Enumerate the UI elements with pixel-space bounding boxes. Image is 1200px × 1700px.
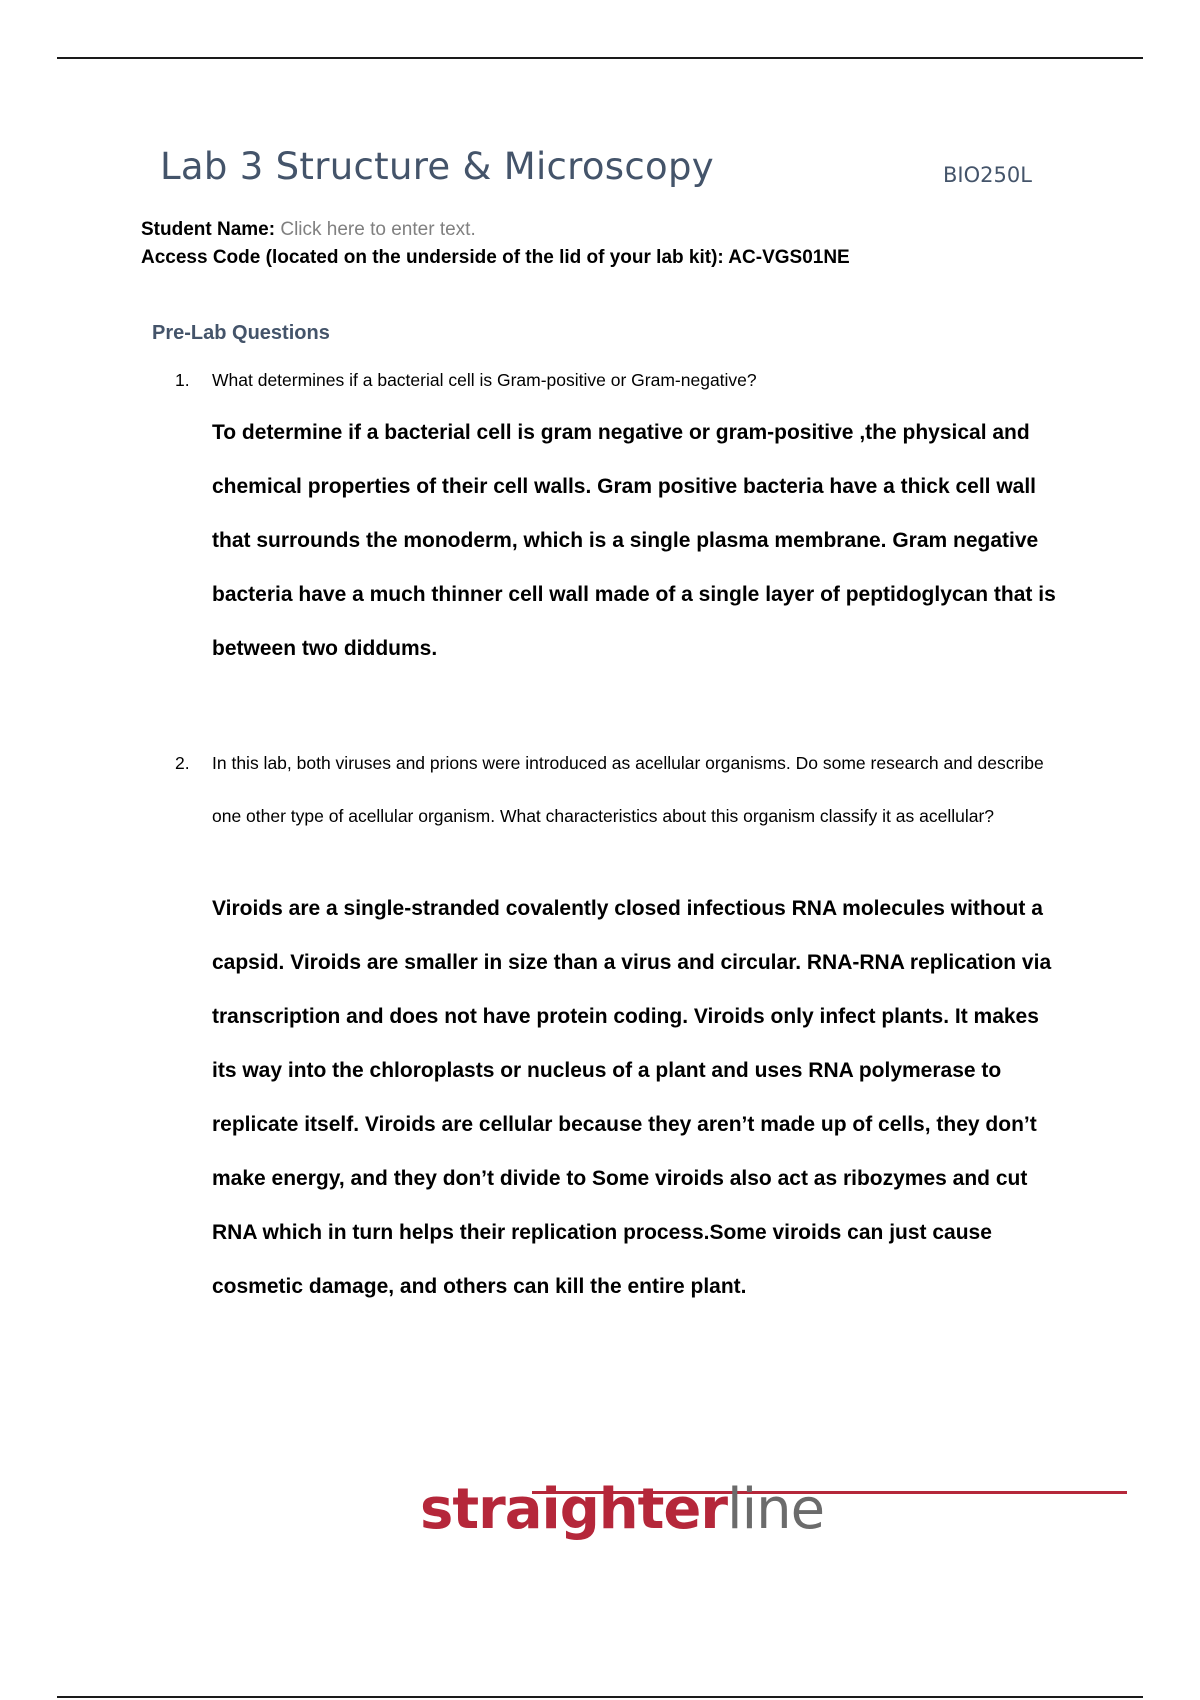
logo-wordmark [420, 1475, 824, 1545]
question-1 [175, 368, 1055, 392]
section-heading: Pre-Lab Questions [152, 322, 330, 344]
document-title: Lab 3 Structure & Microscopy [160, 145, 714, 188]
student-name-label: Student Name: [141, 219, 276, 240]
course-code: BIO250L [943, 163, 1032, 187]
student-name-row [141, 219, 476, 241]
student-name-field[interactable]: Click here to enter text. [280, 219, 476, 240]
answer-2[interactable]: Viroids are a single-stranded covalently closed infectious RNA molecules without a capsid. Viroids are smaller in size than a virus and circular. RNA-RNA replication via transcription and does not have protein coding. Viroids only infect plants. It makes its way into the chloroplasts or nucleus of a plant and uses RNA polymerase to replicate itself. Viroids are cellular because they aren’t made up of cells, they don’t make energy, and they don’t divide to Some viroids also act as ribozymes and cut RNA which in turn helps their replication process.Some viroids can just cause cosmetic damage, and others can kill the entire plant. [212, 897, 1052, 1298]
question-text: What determines if a bacterial cell is Gram-positive or Gram-negative? [212, 370, 757, 390]
answer-1[interactable]: To determine if a bacterial cell is gram negative or gram-positive ,the physical and chemical properties of their cell walls. Gram positive bacteria have a thick cell wall that surrounds the monoderm, which is a single plasma membrane. Gram negative bacteria have a much thinner cell wall made of a single layer of peptidoglycan that is between two diddums. [212, 421, 1056, 660]
question-number: 1. [175, 370, 190, 390]
straighterline-logo [420, 1475, 825, 1545]
bottom-rule [57, 1696, 1143, 1698]
access-code: Access Code (located on the underside of the lid of your lab kit): AC-VGS01NE [141, 247, 850, 268]
question-text: In this lab, both viruses and prions were introduced as acellular organisms. Do some research and describe one other type of acellular organism. What characteristics about this organism classify it as acellular? [212, 753, 1044, 826]
logo-word-line: line [727, 1477, 825, 1542]
top-rule [57, 57, 1143, 59]
logo-word-straighter: straighter [420, 1477, 728, 1542]
question-2 [175, 737, 1055, 843]
question-number: 2. [175, 753, 190, 773]
